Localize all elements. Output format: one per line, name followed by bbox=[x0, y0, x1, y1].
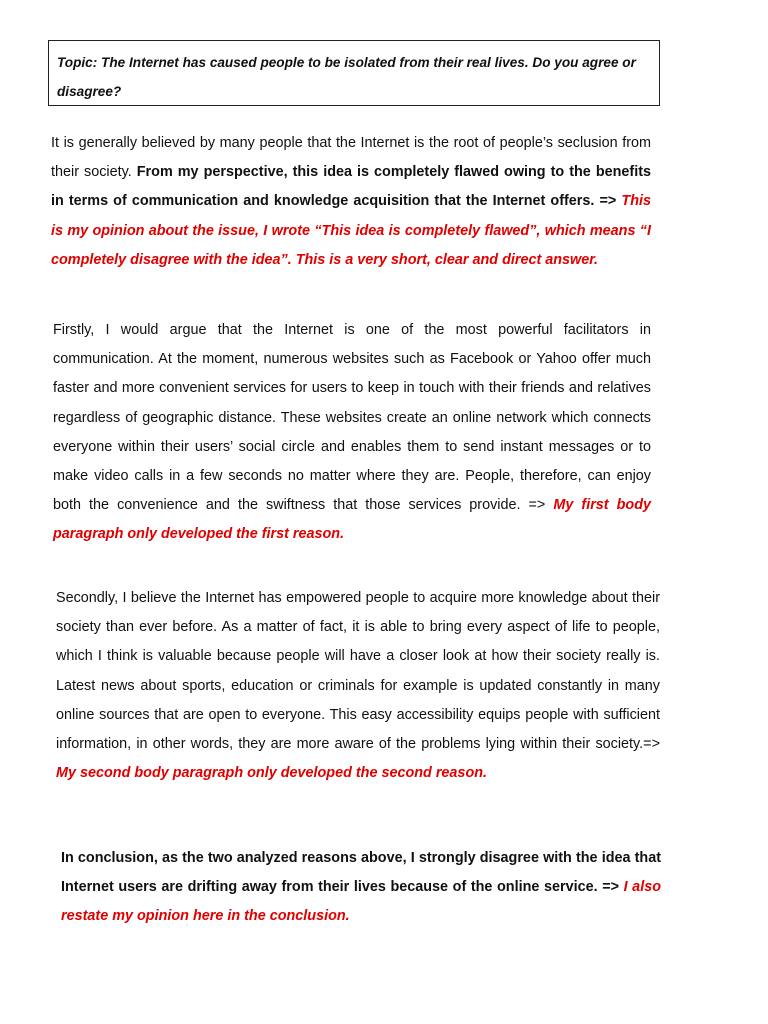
intro-text: It is generally believed by many people that the Internet is the root of people’s seclusion from their society. bbox=[51, 135, 651, 181]
conclusion-paragraph bbox=[61, 844, 661, 932]
body-paragraph-1 bbox=[53, 316, 651, 550]
body2-note: My second body paragraph only developed the second reason. bbox=[56, 765, 488, 782]
body1-note: My first body paragraph only developed the first reason. bbox=[53, 497, 651, 543]
topic-box bbox=[48, 40, 660, 106]
body1-text: Firstly, I would argue that the Internet is one of the most powerful facilitators in communication. At the moment, numerous websites such as Facebook or Yahoo offer much faster and more convenient services for users to keep in touch with their friends and relatives regardless of geographic distance. These websites create an online network which connects everyone within their users’ social circle and enables them to send instant messages or to make video calls in a few seconds no matter where they are. People, therefore, can enjoy both the convenience and the swiftness that those services provide. => bbox=[53, 322, 651, 514]
body2-text: Secondly, I believe the Internet has empowered people to acquire more knowledge about their society than ever before. As a matter of fact, it is able to bring every aspect of life to people, which I think is valuable because people will have a closer look at how their society really is. Latest news about sports, education or criminals for example is updated constantly in many online sources that are open to everyone. This easy accessibility equips people with sufficient information, in other words, they are more aware of the problems lying within their society.=> bbox=[56, 590, 660, 753]
conclusion-note: I also restate my opinion here in the conclusion. bbox=[61, 879, 661, 925]
conclusion-text: In conclusion, as the two analyzed reasons above, I strongly disagree with the idea that Internet users are drifting away from their lives because of the online service. => bbox=[61, 850, 661, 896]
body-paragraph-2 bbox=[56, 584, 660, 788]
intro-thesis: From my perspective, this idea is completely flawed owing to the benefits in terms of communication and knowledge acquisition that the Internet offers. => bbox=[51, 164, 651, 210]
intro-note: This is my opinion about the issue, I wrote “This idea is completely flawed”, which means “I completely disagree with the idea”. This is a very short, clear and direct answer. bbox=[51, 193, 651, 268]
intro-paragraph bbox=[51, 129, 651, 275]
topic-text: Topic: The Internet has caused people to be isolated from their real lives. Do you agree or disagree? bbox=[57, 55, 636, 99]
